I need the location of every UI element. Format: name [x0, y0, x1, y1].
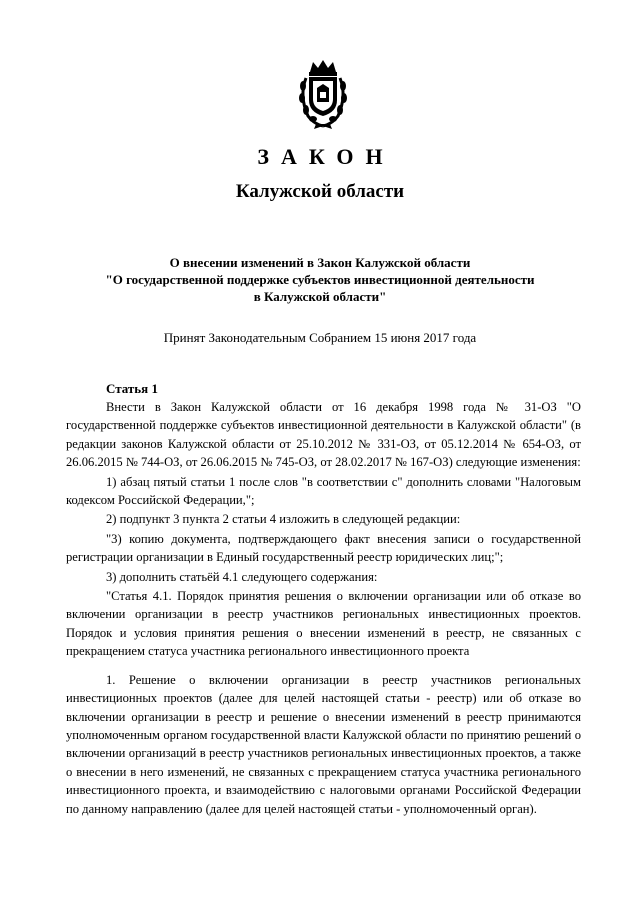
- paragraph: "Статья 4.1. Порядок принятия решения о включении организации или об отказе во включении организации в реестр участников региональных инвестиционных проектов. Порядок и условия принятия решения о внесении изменений в реестр, не связанных с прекращением статуса участника регионального инвестиционного проекта: [66, 589, 581, 659]
- coat-of-arms-icon: [294, 58, 352, 130]
- subtitle-line: в Калужской области": [253, 289, 387, 304]
- paragraph: "3) копию документа, подтверждающего факт внесения записи о государственной регистрации организации в Единый государственный реестр юридических лиц;";: [66, 531, 581, 565]
- adoption-date: Принят Законодательным Собранием 15 июня 2017 года: [163, 330, 477, 345]
- region-title: Калужской области: [235, 181, 405, 202]
- law-subtitle: [60, 254, 580, 305]
- article-body: [66, 380, 581, 818]
- subtitle-line: "О государственной поддержке субъектов инвестиционной деятельности: [105, 272, 535, 287]
- paragraph: 3) дополнить статьёй 4.1 следующего содержания:: [106, 569, 378, 584]
- subtitle-line: О внесении изменений в Закон Калужской области: [169, 255, 471, 270]
- paragraph: 1) абзац пятый статьи 1 после слов "в соответствии с" дополнить словами "Налоговым кодексом Российской Федерации,";: [66, 474, 581, 508]
- paragraph: Внести в Закон Калужской области от 16 декабря 1998 года № 31-ОЗ "О государственной поддержке субъектов инвестиционной деятельности в Калужской области" (в редакции законов Калужской области от 25.10.2012 № 331-ОЗ, от 05.12.2014 № 654-ОЗ, от 26.06.2015 № 744-ОЗ, от 26.06.2015 № 745-ОЗ, от 28.02.2017 № 167-ОЗ) следующие изменения:: [66, 400, 581, 470]
- article-heading: Статья 1: [106, 381, 158, 396]
- paragraph: 1. Решение о включении организации в реестр участников региональных инвестиционных проектов (далее для целей настоящей статьи - реестр) или об отказе во включении организации в реестр и решение о внесении изменений в реестр принимаются уполномоченным органом государственной власти Калужской области по принятию решений о включении организаций в реестр участников региональных инвестиционных проектов, а также о внесении в него изменений, не связанных с прекращением статуса участника регионального инвестиционного проекта, и взаимодействию с налоговыми органами Российской Федерации по данному направлению (далее для целей настоящей статьи - уполномоченный орган).: [66, 672, 581, 816]
- document-type-title: ЗАКОН: [257, 144, 395, 169]
- paragraph: 2) подпункт 3 пункта 2 статьи 4 изложить в следующей редакции:: [106, 512, 461, 527]
